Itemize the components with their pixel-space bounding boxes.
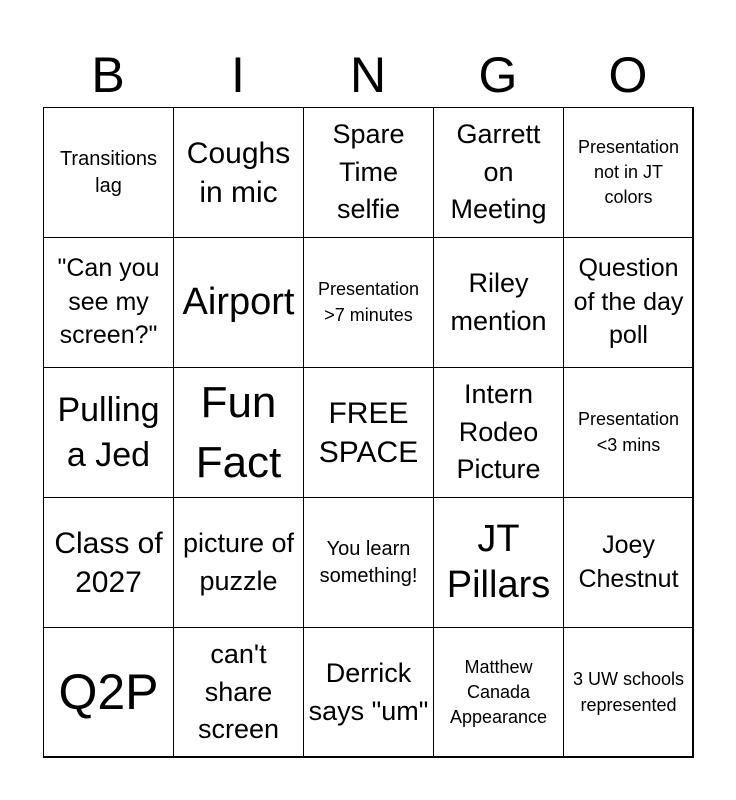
bingo-cell[interactable]: Presentation >7 minutes [303,237,434,368]
bingo-cell[interactable]: 3 UW schools represented [563,627,694,758]
bingo-cell[interactable]: "Can you see my screen?" [43,237,174,368]
bingo-cell[interactable]: Coughs in mic [173,107,304,238]
header-letter-i: I [231,47,245,103]
header-letter-o: O [608,47,648,103]
header-letter-g: G [478,47,518,103]
bingo-cell[interactable]: can't share screen [173,627,304,758]
bingo-cell[interactable]: Spare Time selfie [303,107,434,238]
bingo-cell[interactable]: Airport [173,237,304,368]
bingo-cell[interactable]: Presentation not in JT colors [563,107,694,238]
header-letter-n: N [349,47,387,103]
bingo-cell[interactable]: You learn something! [303,497,434,628]
bingo-grid [43,107,693,757]
bingo-cell[interactable]: Riley mention [433,237,564,368]
bingo-cell[interactable]: Intern Rodeo Picture [433,367,564,498]
bingo-cell[interactable]: Class of 2027 [43,497,174,628]
bingo-cell[interactable]: Matthew Canada Appearance [433,627,564,758]
bingo-cell[interactable]: Transitions lag [43,107,174,238]
bingo-cell[interactable]: FREE SPACE [303,367,434,498]
bingo-cell[interactable]: Garrett on Meeting [433,107,564,238]
bingo-cell[interactable]: Q2P [43,627,174,758]
bingo-cell[interactable]: Derrick says "um" [303,627,434,758]
bingo-cell[interactable]: Fun Fact [173,367,304,498]
bingo-cell[interactable]: Presentation <3 mins [563,367,694,498]
bingo-cell[interactable]: Pulling a Jed [43,367,174,498]
header-letter-b: B [91,47,125,103]
bingo-header [43,44,693,106]
bingo-cell[interactable]: Joey Chestnut [563,497,694,628]
bingo-cell[interactable]: JT Pillars [433,497,564,628]
bingo-cell[interactable]: picture of puzzle [173,497,304,628]
bingo-cell[interactable]: Question of the day poll [563,237,694,368]
